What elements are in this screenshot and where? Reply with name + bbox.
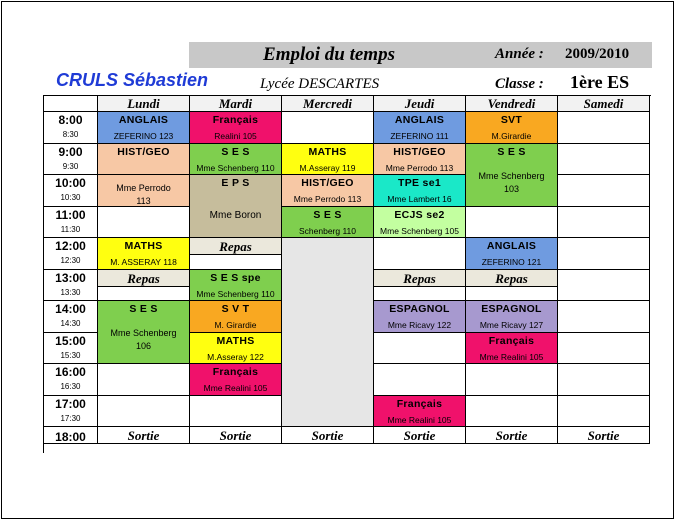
course-subject: HIST/GEO xyxy=(301,177,354,189)
time-hour: 10:00 xyxy=(55,176,86,190)
time-half: 11:30 xyxy=(60,224,81,234)
empty-slot xyxy=(466,287,558,302)
time-half: 10:30 xyxy=(60,193,81,202)
school-name: Lycée DESCARTES xyxy=(260,76,380,92)
course-subject: S E S spe xyxy=(210,271,261,284)
time-slot-9h00 xyxy=(44,144,98,176)
year-value: 2009/2010 xyxy=(565,46,630,62)
course-teacher: Mme Realini 105 xyxy=(387,414,452,425)
course-subject: TPE se1 xyxy=(398,177,441,189)
course-room: 103 xyxy=(503,183,520,194)
time-hour: 17:00 xyxy=(55,396,86,411)
course-subject: HIST/GEO xyxy=(117,145,170,158)
course-teacher: Mme Schenberg xyxy=(110,328,177,338)
course-subject: ESPAGNOL xyxy=(481,303,542,315)
course-teacher: Mme Perrodo xyxy=(116,183,171,193)
empty-slot xyxy=(374,364,466,396)
empty-slot xyxy=(98,207,190,239)
lunch-label: Repas xyxy=(219,239,252,254)
time-half: 16:30 xyxy=(60,382,81,391)
course-lundi-maths xyxy=(98,238,190,270)
class-label: Classe : xyxy=(495,76,544,92)
course-subject: E P S xyxy=(221,177,250,189)
course-jeudi-anglais xyxy=(374,112,466,144)
empty-slot xyxy=(98,364,190,396)
empty-slot xyxy=(190,255,282,270)
class-value: 1ère ES xyxy=(570,72,630,92)
course-vendredi-espagnol xyxy=(466,301,558,333)
empty-slot xyxy=(558,112,650,144)
course-subject: Français xyxy=(212,366,259,378)
empty-slot xyxy=(98,287,190,302)
course-teacher: Mme Schenberg 105 xyxy=(380,225,459,236)
course-teacher: Mme Schenberg 110 xyxy=(196,162,275,173)
course-teacher: M.Asseray 119 xyxy=(299,162,356,173)
day-header-mardi: Mardi xyxy=(190,96,282,112)
time-slot-18h00 xyxy=(44,427,98,444)
course-mardi-francais2 xyxy=(190,364,282,396)
course-teacher: Mme Boron xyxy=(209,210,262,221)
course-subject: S E S xyxy=(313,208,342,221)
course-vendredi-francais xyxy=(466,333,558,365)
course-subject: Français xyxy=(488,334,535,347)
empty-slot xyxy=(282,112,374,144)
course-subject: MATHS xyxy=(308,145,347,158)
course-teacher: M. ASSERAY 118 xyxy=(110,257,177,267)
course-lundi-anglais xyxy=(98,112,190,144)
exit-label: Sortie xyxy=(98,427,190,444)
course-lundi-histgeo xyxy=(98,144,190,176)
course-subject: ANGLAIS xyxy=(394,114,445,126)
course-jeudi-espagnol xyxy=(374,301,466,333)
empty-slot xyxy=(558,144,650,176)
course-teacher: Mme Perrodo 113 xyxy=(385,162,454,173)
course-mercredi-maths xyxy=(282,144,374,176)
course-mardi-francais xyxy=(190,112,282,144)
course-mardi-ses xyxy=(190,144,282,176)
course-vendredi-anglais xyxy=(466,238,558,270)
course-mardi-eps xyxy=(190,175,282,238)
course-vendredi-svt xyxy=(466,112,558,144)
time-half: 15:30 xyxy=(60,350,81,360)
empty-slot xyxy=(558,175,650,207)
day-header-vendredi: Vendredi xyxy=(466,96,558,112)
empty-slot xyxy=(374,238,466,270)
course-room: 106 xyxy=(135,341,152,351)
course-lundi-perrodo xyxy=(98,175,190,207)
course-teacher: M.Asseray 122 xyxy=(207,351,264,362)
empty-slot xyxy=(374,287,466,302)
empty-slot xyxy=(374,333,466,365)
course-teacher: Schenberg 110 xyxy=(298,225,357,236)
empty-slot xyxy=(558,270,650,302)
course-subject: S E S xyxy=(129,303,158,315)
course-mardi-sesspe xyxy=(190,270,282,302)
empty-slot xyxy=(558,238,650,270)
time-slot-12h00 xyxy=(44,238,98,270)
time-hour: 9:00 xyxy=(58,144,83,159)
time-hour: 14:00 xyxy=(55,302,86,316)
course-mercredi-ses xyxy=(282,207,374,239)
lunch-label: Repas xyxy=(403,270,436,286)
lunch-label: Repas xyxy=(495,270,528,286)
lunch-label: Repas xyxy=(127,270,160,286)
time-slot-10h00 xyxy=(44,175,98,207)
day-header-samedi: Samedi xyxy=(558,96,650,112)
empty-slot xyxy=(558,333,650,365)
course-teacher: Mme Lambert 16 xyxy=(387,194,452,204)
course-jeudi-histgeo xyxy=(374,144,466,176)
time-hour: 15:00 xyxy=(55,333,86,348)
time-hour: 16:00 xyxy=(55,365,86,379)
empty-slot xyxy=(190,396,282,428)
day-header-lundi: Lundi xyxy=(98,96,190,112)
course-subject: S E S xyxy=(221,145,250,158)
exit-label: Sortie xyxy=(190,427,282,444)
lunch-break xyxy=(190,238,282,255)
course-vendredi-ses xyxy=(466,144,558,207)
course-mercredi-histgeo xyxy=(282,175,374,207)
time-half: 12:30 xyxy=(60,256,81,265)
lunch-break xyxy=(374,270,466,287)
course-jeudi-francais xyxy=(374,396,466,428)
day-header-jeudi: Jeudi xyxy=(374,96,466,112)
course-subject: HIST/GEO xyxy=(393,145,446,158)
time-slot-11h00 xyxy=(44,207,98,239)
time-half: 14:30 xyxy=(60,319,81,328)
course-mardi-maths xyxy=(190,333,282,365)
time-slot-8h00 xyxy=(44,112,98,144)
time-hour: 11:00 xyxy=(55,207,86,222)
exit-label: Sortie xyxy=(558,427,650,444)
time-slot-14h00 xyxy=(44,301,98,333)
empty-slot xyxy=(466,207,558,239)
course-subject: ECJS se2 xyxy=(394,208,445,221)
lunch-break xyxy=(98,270,190,287)
student-name: CRULS Sébastien xyxy=(56,70,209,90)
empty-slot xyxy=(558,301,650,333)
empty-slot xyxy=(558,396,650,428)
year-label: Année : xyxy=(495,46,544,62)
page-title: Emploi du temps xyxy=(263,44,395,65)
course-teacher: Realini 105 xyxy=(214,131,257,141)
time-slot-16h00 xyxy=(44,364,98,396)
course-subject: SVT xyxy=(500,114,523,126)
course-subject: ANGLAIS xyxy=(486,240,537,252)
course-lundi-ses xyxy=(98,301,190,364)
lunch-break xyxy=(466,270,558,287)
exit-label: Sortie xyxy=(374,427,466,444)
unavailable-block xyxy=(282,238,374,427)
course-jeudi-ecjs xyxy=(374,207,466,239)
time-hour: 12:00 xyxy=(55,239,86,253)
course-subject: MATHS xyxy=(124,240,163,252)
course-subject: S E S xyxy=(497,145,526,158)
course-teacher: Mme Ricavy 127 xyxy=(479,320,544,330)
course-teacher: Mme Ricavy 122 xyxy=(387,320,452,330)
empty-slot xyxy=(558,364,650,396)
course-subject: Français xyxy=(396,397,443,410)
empty-slot xyxy=(98,396,190,428)
course-subject: Français xyxy=(212,114,259,126)
time-slot-17h00 xyxy=(44,396,98,428)
schedule-grid xyxy=(43,95,651,453)
time-half: 8:30 xyxy=(62,130,79,139)
course-jeudi-tpe xyxy=(374,175,466,207)
course-teacher: Mme Schenberg 110 xyxy=(196,288,275,299)
day-header-mercredi: Mercredi xyxy=(282,96,374,112)
course-mardi-svt xyxy=(190,301,282,333)
header-corner xyxy=(44,96,98,112)
course-teacher: M. Girardie xyxy=(214,320,257,330)
time-half: 17:30 xyxy=(60,413,81,423)
course-teacher: ZEFERINO 121 xyxy=(481,257,542,267)
course-subject: S V T xyxy=(221,303,250,315)
time-hour: 18:00 xyxy=(55,430,86,444)
course-teacher: ZEFERINO 111 xyxy=(390,131,449,141)
course-subject: ESPAGNOL xyxy=(389,303,450,315)
time-hour: 13:00 xyxy=(55,270,86,285)
course-teacher: Mme Perrodo 113 xyxy=(293,194,362,204)
course-subject: MATHS xyxy=(216,334,255,347)
course-teacher: Mme Realini 105 xyxy=(479,351,544,362)
time-slot-15h00 xyxy=(44,333,98,365)
course-teacher: M.Girardie xyxy=(491,131,532,141)
course-teacher: Mme Realini 105 xyxy=(203,383,268,393)
course-teacher: ZEFERINO 123 xyxy=(113,131,174,141)
time-hour: 8:00 xyxy=(58,113,83,127)
exit-label: Sortie xyxy=(466,427,558,444)
course-room: 113 xyxy=(136,196,151,206)
time-half: 13:30 xyxy=(60,287,81,297)
timetable-page xyxy=(1,1,674,519)
empty-slot xyxy=(466,396,558,428)
empty-slot xyxy=(466,364,558,396)
time-half: 9:30 xyxy=(62,161,79,171)
empty-slot xyxy=(558,207,650,239)
course-teacher: Mme Schenberg xyxy=(478,170,545,181)
course-subject: ANGLAIS xyxy=(118,114,169,126)
time-slot-13h00 xyxy=(44,270,98,302)
exit-label: Sortie xyxy=(282,427,374,444)
